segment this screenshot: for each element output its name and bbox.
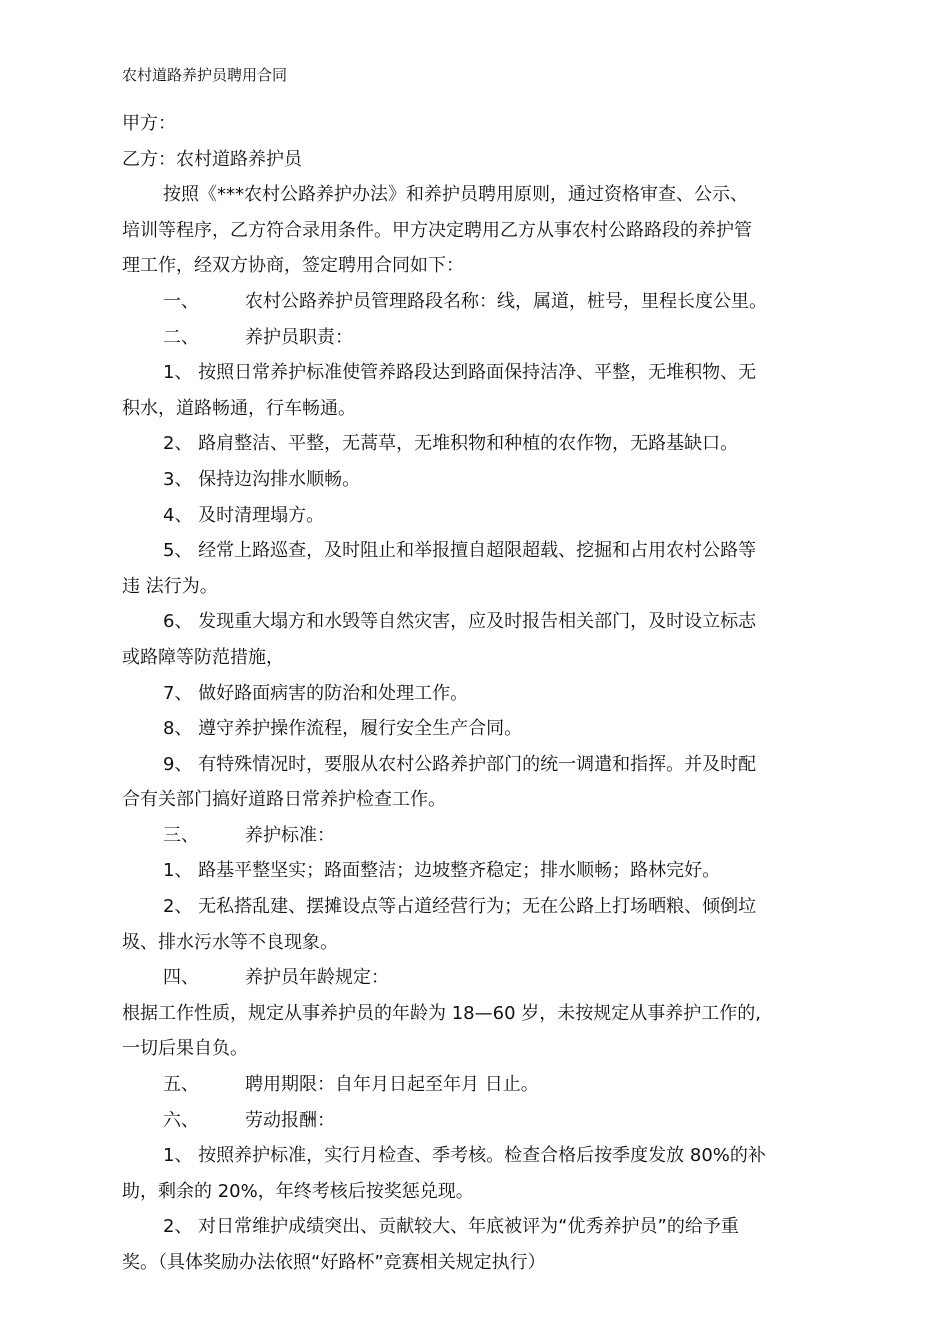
paragraph-line: 甲方： xyxy=(122,113,176,134)
paragraph-line: 助，剩余的 20%，年终考核后按奖惩兑现。 xyxy=(122,1180,474,1202)
section-text: 聘用期限：自年月日起至年月 日止。 xyxy=(245,1074,539,1096)
paragraph-line: 4、 及时清理塌方。 xyxy=(163,504,325,526)
section-number: 六、 xyxy=(163,1109,199,1131)
section-text: 劳动报酬： xyxy=(245,1109,335,1131)
section-number: 三、 xyxy=(163,824,199,846)
paragraph-line: 1、 按照日常养护标准使管养路段达到路面保持洁净、平整，无堆积物、无 xyxy=(163,362,757,384)
section-text: 养护员职责： xyxy=(245,326,353,348)
section-text: 养护员年龄规定： xyxy=(245,967,389,989)
section-heading xyxy=(122,960,838,996)
paragraph-line: 理工作，经双方协商，签定聘用合同如下： xyxy=(122,255,464,277)
paragraph-line: 3、 保持边沟排水顺畅。 xyxy=(163,468,361,490)
section-heading xyxy=(122,1067,838,1103)
section-number: 五、 xyxy=(163,1074,199,1096)
paragraph-line: 奖。（具体奖励办法依照“好路杯”竞赛相关规定执行） xyxy=(122,1252,546,1273)
paragraph-line: 8、 遵守养护操作流程，履行安全生产合同。 xyxy=(163,718,523,740)
paragraph-line: 圾、排水污水等不良现象。 xyxy=(122,931,338,953)
paragraph-line: 2、 无私搭乱建、摆摊设点等占道经营行为；无在公路上打场晒粮、倾倒垃 xyxy=(163,896,757,918)
paragraph-line: 违 法行为。 xyxy=(122,575,218,597)
paragraph-line: 9、 有特殊情况时，要服从农村公路养护部门的统一调遣和指挥。并及时配 xyxy=(163,753,757,775)
paragraph-line: 乙方：农村道路养护员 xyxy=(122,148,302,170)
paragraph-line: 培训等程序，乙方符合录用条件。甲方决定聘用乙方从事农村公路路段的养护管 xyxy=(122,219,752,241)
section-number: 四、 xyxy=(163,967,199,989)
document-body xyxy=(122,106,838,1281)
paragraph-line: 1、 按照养护标准，实行月检查、季考核。检查合格后按季度发放 80%的补 xyxy=(163,1145,766,1167)
paragraph-line: 5、 经常上路巡查，及时阻止和举报擅自超限超载、挖掘和占用农村公路等 xyxy=(163,540,757,562)
paragraph-line: 1、 路基平整坚实；路面整洁；边坡整齐稳定；排水顺畅；路林完好。 xyxy=(163,860,721,882)
section-text: 养护标准： xyxy=(245,824,335,846)
section-heading xyxy=(122,284,838,320)
document-title: 农村道路养护员聘用合同 xyxy=(122,66,288,84)
paragraph-line: 或路障等防范措施， xyxy=(122,646,284,668)
paragraph-line: 2、 路肩整洁、平整，无蒿草，无堆积物和种植的农作物，无路基缺口。 xyxy=(163,433,739,455)
section-number: 一、 xyxy=(163,290,199,312)
section-heading xyxy=(122,818,838,854)
section-heading xyxy=(122,320,838,356)
paragraph-line: 积水，道路畅通，行车畅通。 xyxy=(122,397,356,419)
paragraph-line: 2、 对日常维护成绩突出、贡献较大、年底被评为“优秀养护员”的给予重 xyxy=(163,1216,739,1238)
section-text: 农村公路养护员管理路段名称：线，属道，桩号，里程长度公里。 xyxy=(245,290,767,312)
paragraph-line: 根据工作性质，规定从事养护员的年龄为 18—60 岁，未按规定从事养护工作的, xyxy=(122,1002,761,1024)
section-heading xyxy=(122,1103,838,1139)
paragraph-line: 一切后果自负。 xyxy=(122,1038,248,1060)
section-number: 二、 xyxy=(163,326,199,348)
paragraph-line: 按照《***农村公路养护办法》和养护员聘用原则，通过资格审查、公示、 xyxy=(163,184,748,206)
paragraph-line: 合有关部门搞好道路日常养护检查工作。 xyxy=(122,789,446,811)
paragraph-line: 6、 发现重大塌方和水毁等自然灾害，应及时报告相关部门，及时设立标志 xyxy=(163,611,757,633)
paragraph-line: 7、 做好路面病害的防治和处理工作。 xyxy=(163,682,469,704)
